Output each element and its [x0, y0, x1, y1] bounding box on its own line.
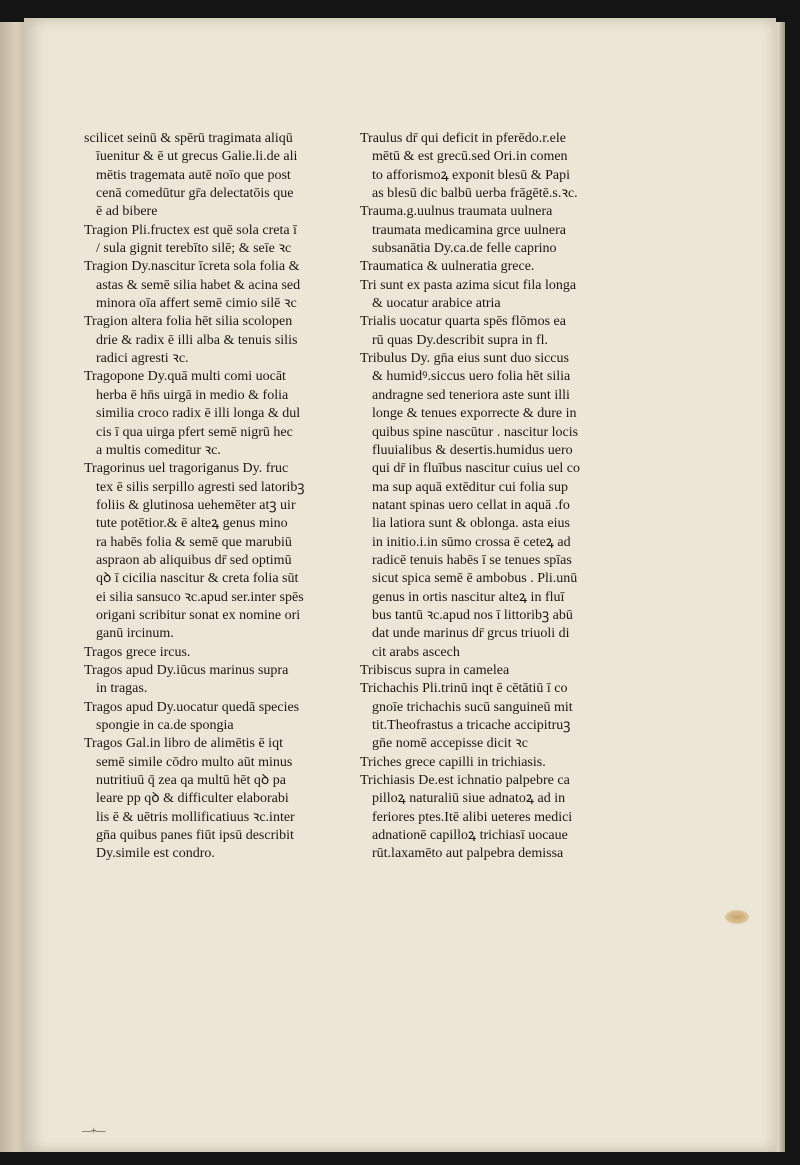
entry-line: lis ē & uētris mollificatiuus ꝛc.inter	[96, 809, 295, 825]
entry-line: longe & tenues exporrecte & dure in	[372, 406, 577, 422]
entry-headline: Tragopone Dy.quā multi comi uocāt	[84, 369, 286, 385]
entry-line: tute potētior.& ē alteꝝ genus mino	[96, 516, 288, 532]
entry-line: tex ē silis serpillo agresti sed latoribꝫ	[96, 479, 305, 495]
entry-headline: Trichiasis De.est ichnatio palpebre ca	[360, 773, 570, 789]
entry-line: qui dr̄ in fluībus nascitur cuius uel co	[372, 461, 581, 477]
entry-line: ma sup aquā extēditur cui folia sup	[372, 479, 568, 495]
entry-line: in tragas.	[96, 681, 148, 697]
entry-line: similia croco radix ē illi longa & dul	[96, 406, 301, 422]
entry-line: astas & semē silia habet & acina sed	[96, 277, 301, 293]
entry-line: mētū & est grecū.sed Ori.in comen	[372, 149, 568, 165]
entry-line: gnoīe trichachis sucū sanguineū mit	[372, 699, 573, 715]
entry-line: ganū ircinum.	[96, 626, 174, 642]
dictionary-entry	[84, 699, 341, 736]
entry-headline: Tribiscus supra in camelea	[360, 662, 510, 678]
entry-line: nutritiuū q̄ zea qa multū hēt qꝺ pa	[96, 773, 286, 789]
dictionary-entry	[84, 258, 341, 313]
dictionary-entry	[84, 130, 341, 222]
entry-line: leare pp qꝺ & difficulter elaborabi	[96, 791, 289, 807]
entry-line: genus in ortis nascitur alteꝝ in fluī	[372, 589, 565, 605]
entry-line: natant spinas uero cellat in aquā .fo	[372, 497, 570, 513]
entry-line: rūt.laxamēto aut palpebra demissa	[372, 846, 564, 862]
book-page	[24, 18, 776, 1152]
paper-stain	[725, 910, 749, 924]
dictionary-entry	[84, 662, 341, 699]
dictionary-entry	[84, 313, 341, 368]
dictionary-entry	[84, 222, 341, 259]
entry-line: / sula gignit terebīto silē; & seīe ꝛc	[96, 241, 292, 257]
entry-line: a multis comeditur ꝛc.	[96, 442, 221, 458]
right-text-column	[360, 130, 618, 864]
dictionary-entry	[360, 313, 618, 350]
dictionary-entry	[360, 754, 618, 772]
entry-line: ra habēs folia & semē que marubiū	[96, 534, 292, 550]
entry-line: spongie in ca.de spongia	[96, 718, 234, 733]
entry-line: drie & radix ē illi alba & tenuis silis	[96, 332, 298, 348]
dictionary-entry	[84, 368, 341, 460]
entry-line: semē simile cōdro multo aūt minus	[96, 754, 293, 770]
entry-line: ei silia sansuco ꝛc.apud ser.inter spēs	[96, 589, 304, 605]
entry-line: ē ad bibere	[96, 204, 158, 220]
entry-line: traumata medicamina grce uulnera	[372, 222, 566, 238]
entry-headline: Trichachis Pli.trinū inqt ē cētātiū ī co	[360, 681, 568, 697]
dictionary-entry	[360, 662, 618, 680]
entry-line: adnationē capilloꝝ trichiasī uocaue	[372, 828, 568, 844]
entry-headline: Trialis uocatur quarta spēs flōmos ea	[360, 314, 566, 330]
entry-line: feriores ptes.Itē alibi ueteres medici	[372, 809, 573, 825]
entry-line: gn̄a quibus panes fiūt ipsū describit	[96, 828, 294, 844]
entry-line: to afforismoꝝ exponit blesū & Papi	[372, 167, 570, 183]
entry-line: qꝺ ī cicilia nascitur & creta folia sūt	[96, 571, 299, 587]
entry-line: pilloꝝ naturaliū siue adnatoꝝ ad in	[372, 791, 566, 807]
entry-line: & uocatur arabice atria	[372, 296, 501, 312]
entry-line: sicut spica semē ē ambobus . Pli.unū	[372, 571, 578, 587]
entry-line: radicē tenuis habēs ī se tenues spīas	[372, 552, 572, 568]
dictionary-entry	[360, 772, 618, 864]
entry-line: gn̄e nomē accepisse dicit ꝛc	[372, 736, 528, 752]
entry-line: foliis & glutinosa uehemēter atꝫ uir	[96, 497, 296, 513]
dictionary-entry	[360, 130, 618, 203]
dictionary-entry	[360, 680, 618, 753]
entry-line: minora oīa affert semē cimio silē ꝛc	[96, 296, 297, 312]
entry-line: aspraon ab aliquibus dr̄ sed optimū	[96, 552, 292, 568]
entry-line: cis ī qua uirga pfert semē nigrū hec	[96, 424, 293, 440]
entry-line: in initio.i.in sūmo crossa ē ceteꝝ ad	[372, 534, 571, 550]
dictionary-entry	[360, 258, 618, 276]
entry-headline: Tragos apud Dy.uocatur quedā species	[84, 699, 300, 715]
entry-headline: Trauma.g.uulnus traumata uulnera	[360, 204, 553, 220]
entry-line: mētis tragemata autē noīo que post	[96, 167, 291, 183]
entry-line: Dy.simile est condro.	[96, 846, 215, 862]
entry-line: & humidꝰ.siccus uero folia hēt silia	[372, 369, 571, 385]
entry-line: as blesū dic balbū uerba frāgētē.s.ꝛc.	[372, 186, 578, 202]
entry-line: origani scribitur sonat ex nomine ori	[96, 607, 301, 623]
entry-headline: Tragos apud Dy.iūcus marinus supra	[84, 662, 289, 678]
entry-headline: Tragorinus uel tragoriganus Dy. fruc	[84, 461, 289, 477]
entry-headline: Tragion altera folia hēt silia scolopen	[84, 314, 293, 330]
entry-line: subsanātia Dy.ca.de felle caprino	[372, 241, 557, 257]
entry-line: herba ē hn̄s uirgā in medio & folia	[96, 387, 289, 403]
previous-page-edge	[0, 22, 27, 1152]
dictionary-entry	[84, 460, 341, 643]
entry-headline: Traulus dr̄ qui deficit in pferēdo.r.ele	[360, 131, 566, 146]
margin-pen-mark	[82, 1128, 122, 1136]
entry-line: andragne sed teneriora aste sunt illi	[372, 387, 570, 403]
entry-headline: Tragos grece ircus.	[84, 644, 191, 660]
entry-line: fluuialibus & desertis.humidus uero	[372, 442, 573, 458]
entry-headline: Tragion Dy.nascitur īcreta sola folia &	[84, 259, 300, 275]
entry-line: bus tantū ꝛc.apud nos ī littoribꝫ abū	[372, 607, 573, 623]
entry-line: dat unde marinus dr̄ grcus triuoli di	[372, 626, 570, 642]
dictionary-entry	[360, 203, 618, 258]
dictionary-entry	[84, 735, 341, 863]
entry-line: īuenitur & ē ut grecus Galie.li.de ali	[96, 149, 298, 165]
entry-headline: Tribulus Dy. gn̄a eius sunt duo siccus	[360, 351, 569, 367]
entry-headline: Traumatica & uulneratia grece.	[360, 259, 535, 275]
dictionary-entry	[360, 350, 618, 662]
entry-line: rū quas Dy.describit supra in fl.	[372, 332, 548, 348]
entry-line: cit arabs ascech	[372, 644, 460, 660]
entry-line: quibus spine nascūtur . nascitur locis	[372, 424, 579, 440]
dictionary-entry	[360, 277, 618, 314]
entry-headline: Tragion Pli.fructex est quē sola creta ī	[84, 222, 297, 238]
entry-headline: scilicet seinū & spērū tragimata aliqū	[84, 131, 293, 146]
left-text-column	[84, 130, 341, 864]
entry-line: radici agresti ꝛc.	[96, 351, 189, 367]
entry-line: lia latiora sunt & oblonga. asta eius	[372, 516, 570, 532]
entry-line: cenā comedūtur gr̄a delectatōis que	[96, 186, 294, 202]
entry-headline: Triches grece capilli in trichiasis.	[360, 754, 546, 770]
entry-headline: Tri sunt ex pasta azima sicut fila longa	[360, 277, 577, 293]
entry-headline: Tragos Gal.in libro de alimētis ē iqt	[84, 736, 283, 752]
entry-line: tit.Theofrastus a tricache accipitruꝫ	[372, 718, 571, 733]
dictionary-entry	[84, 644, 341, 662]
